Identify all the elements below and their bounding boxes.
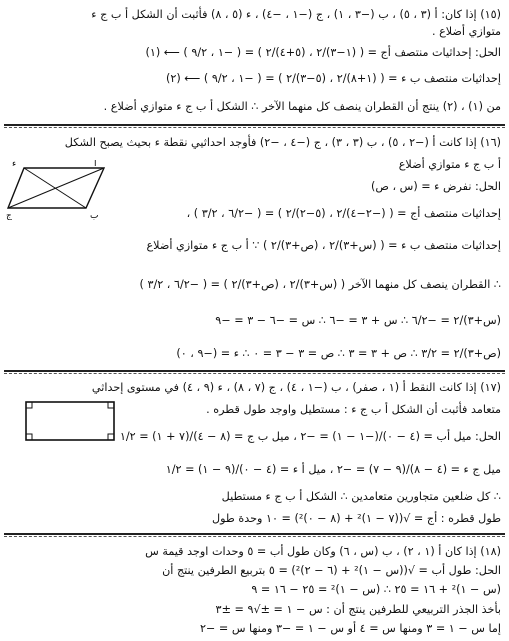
fig-label-a: أ [94,160,97,169]
rectangle-figure [22,398,118,444]
q15-line-2: متوازي أضلاع . [431,25,501,38]
separator-dashed [4,373,505,374]
separator-dashed [4,536,505,537]
q16-line-7: (س+٣)/٢ = −٦/٢ ∴ س + ٣ = −٦ ∴ س = −٦ − ٣ = −٩ [215,314,501,327]
q16-line-1: (١٦) إذا كانت أ (−٢ ، ٥) ، ب (٣ ، ٣) ، ج (−٤ ، −٢) فأوجد احداثيي نقطة ء بحيث يصبح الشكل [64,136,501,149]
q15-line-5: من (١) ، (٢) ينتج أن القطران ينصف كل منهما الآخر ∴ الشكل أ ب ج ء متوازي أضلاع . [103,100,501,113]
q15-line-4: إحداثيات منتصف ب ء = ( (١+٨)/٢ ، (٥−٣)/٢ ) = ( −١ ، ٩/٢ ) ⟵ (٢) [166,72,501,85]
q17-line-5: ∴ كل ضلعين متجاورين متعامدين ∴ الشكل أ ب ج ء مستطيل [221,490,501,503]
q16-line-4: إحداثيات منتصف أج = ( (−٢−٤)/٢ ، (٥−٢)/٢ ) = ( −٦/٢ ، ٣/٢ ) ، [186,207,501,220]
q18-line-2: الحل: طول أب = √((س − ١)² + (٦ − ٢)²) = ٥ بتربيع الطرفين ينتج أن [162,564,501,577]
q18-line-3: (س − ١)² + ١٦ = ٢٥ ∴ (س − ١)² = ٢٥ − ١٦ = ٩ [251,583,501,596]
separator [4,533,505,535]
parallelogram-figure [6,160,106,220]
q16-line-2: أ ب ج ء متوازي أضلاع [398,158,501,171]
q17-line-4: ميل ج ء = (٤ − ٨)/(٩ − ٧) = −٢ ، ميل أ ء = (٤ − ٠)/(٩ − ١) = ١/٢ [165,463,501,476]
fig-label-c: ج [6,211,12,220]
q15-line-3: الحل: إحداثيات منتصف أج = ( (١−٣)/٢ ، (٥+٤)/٢ ) = ( −١ ، ٩/٢ ) ⟵ (١) [145,46,501,59]
q16-line-5: إحداثيات منتصف ب ء = ( (س+٣)/٢ ، (ص+٣)/٢ ) ∵ أ ب ج ء متوازي أضلاع [146,239,501,252]
separator-dashed [4,127,505,128]
q17-line-1: (١٧) إذا كانت النقط أ (١ ، صفر) ، ب (−١ ، ٤) ، ج (٧ ، ٨) ، ء (٩ ، ٤) في مستوى إحداثي [91,381,501,394]
q18-line-4: بأخذ الجذر التربيعي للطرفين ينتج أن : س − ١ = ±√٩ = ±٣ [215,603,501,616]
q17-line-2: متعامد فأثبت أن الشكل أ ب ج ء : مستطيل واوجد طول قطره . [206,403,501,416]
q17-line-3: الحل: ميل أب = (٤ − ٠)/(−١ − ١) = −٢ ، ميل ب ج = (٨ − ٤)/(٧ + ١) = ١/٢ [119,430,501,443]
separator [4,370,505,372]
q15-line-1: (١٥) إذا كان: أ (٣ ، ٥) ، ب (−٣ ، ١) ، ج (−١ ، −٤) ، ء (٥ ، ٨) فأثبت أن الشكل أ ب ج ء [91,8,501,21]
fig-label-d: ء [12,160,17,169]
q16-line-6: ∴ القطران ينصف كل منهما الآخر ( (س+٣)/٢ ، (ص+٣)/٢ ) = ( −٦/٢ ، ٣/٢ ) [139,278,501,291]
fig-label-b: ب [90,211,99,220]
q16-line-8: (ص+٣)/٢ = ٣/٢ ∴ ص + ٣ = ٣ ∴ ص = ٣ − ٣ = ٠ ∴ ء = (−٩ ، ٠) [176,347,501,360]
q18-line-5: إما س − ١ = ٣ ومنها س = ٤ أو س − ١ = −٣ ومنها س = −٢ [199,622,501,635]
q18-line-1: (١٨) إذا كان أ (١ ، ٢) ، ب (س ، ٦) وكان طول أب = ٥ وحدات اوجد قيمة س [145,545,501,558]
separator [4,124,505,126]
q16-line-3: الحل: نفرض ء = (س ، ص) [371,180,501,193]
q17-line-6: طول قطره : أج = √((٧ − ١)² + (٨ − ٠)²) = ١٠ وحدة طول [211,512,501,525]
